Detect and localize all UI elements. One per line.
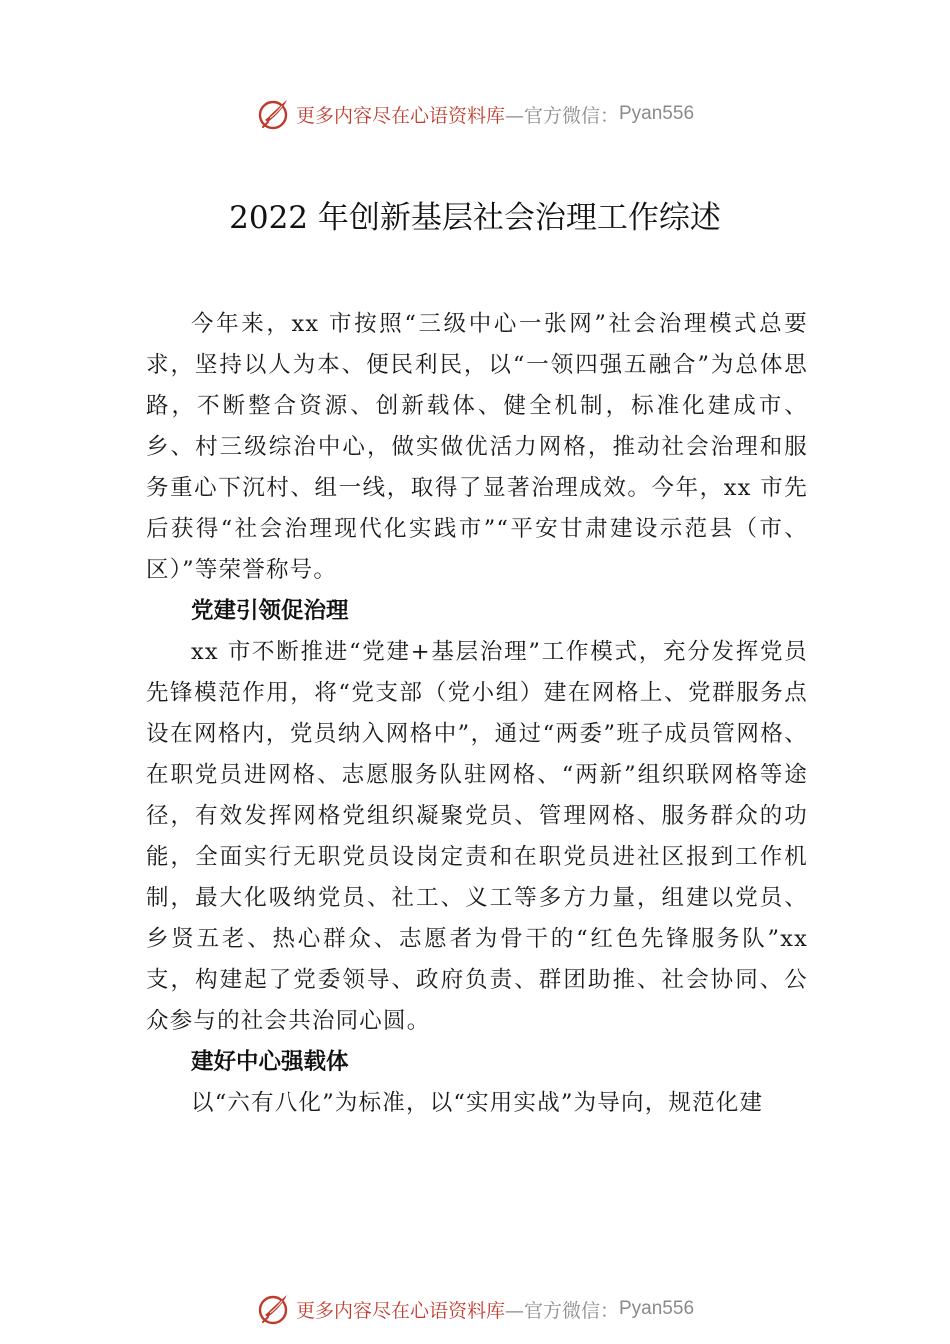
- intro-paragraph: 今年来，xx 市按照“三级中心一张网”社会治理模式总要求，坚持以人为本、便民利民，以“一领四强五融合”为总体思路，不断整合资源、创新载体、健全机制，标准化建成市、乡、村三级综治中心，做实做优活力网格，推动社会治理和服务重心下沉村、组一线，取得了显著治理成效。今年，xx 市先后获得“社会治理现代化实践市”“平安甘肃建设示范县（市、区）”等荣誉称号。: [146, 311, 808, 583]
- center-paragraph: 以“六有八化”为标准，以“实用实战”为导向，规范化建: [191, 1090, 764, 1116]
- section-heading-center: 建好中心强载体: [191, 1049, 349, 1075]
- footer-banner: [0, 1289, 950, 1329]
- quill-pen-logo-icon: [256, 1291, 292, 1327]
- banner-library-text: 更多内容尽在心语资料库: [295, 104, 505, 127]
- header-banner: [0, 94, 950, 134]
- banner-wechat-label: —官方微信：: [504, 1299, 619, 1322]
- section-heading-party-building: 党建引领促治理: [191, 598, 349, 624]
- quill-pen-logo-icon: [256, 96, 292, 132]
- banner-wechat-label: —官方微信：: [504, 104, 619, 127]
- banner-wechat-id: Pyan556: [619, 103, 695, 124]
- banner-library-text: 更多内容尽在心语资料库: [295, 1299, 505, 1322]
- party-building-paragraph: xx 市不断推进“党建+基层治理”工作模式，充分发挥党员先锋模范作用，将“党支部（党小组）建在网格上、党群服务点设在网格内，党员纳入网格中”，通过“两委”班子成员管网格、在职党员进网格、志愿服务队驻网格、“两新”组织联网格等途径，有效发挥网格党组织凝聚党员、管理网格、服务群众的功能，全面实行无职党员设岗定责和在职党员进社区报到工作机制，最大化吸纳党员、社工、义工等多方力量，组建以党员、乡贤五老、热心群众、志愿者为骨干的“红色先锋服务队”xx 支，构建起了党委领导、政府负责、群团助推、社会协同、公众参与的社会共治同心圆。: [146, 639, 808, 1034]
- document-title: 2022 年创新基层社会治理工作综述: [229, 200, 721, 236]
- document-body: [146, 304, 808, 1124]
- banner-wechat-id: Pyan556: [619, 1298, 695, 1319]
